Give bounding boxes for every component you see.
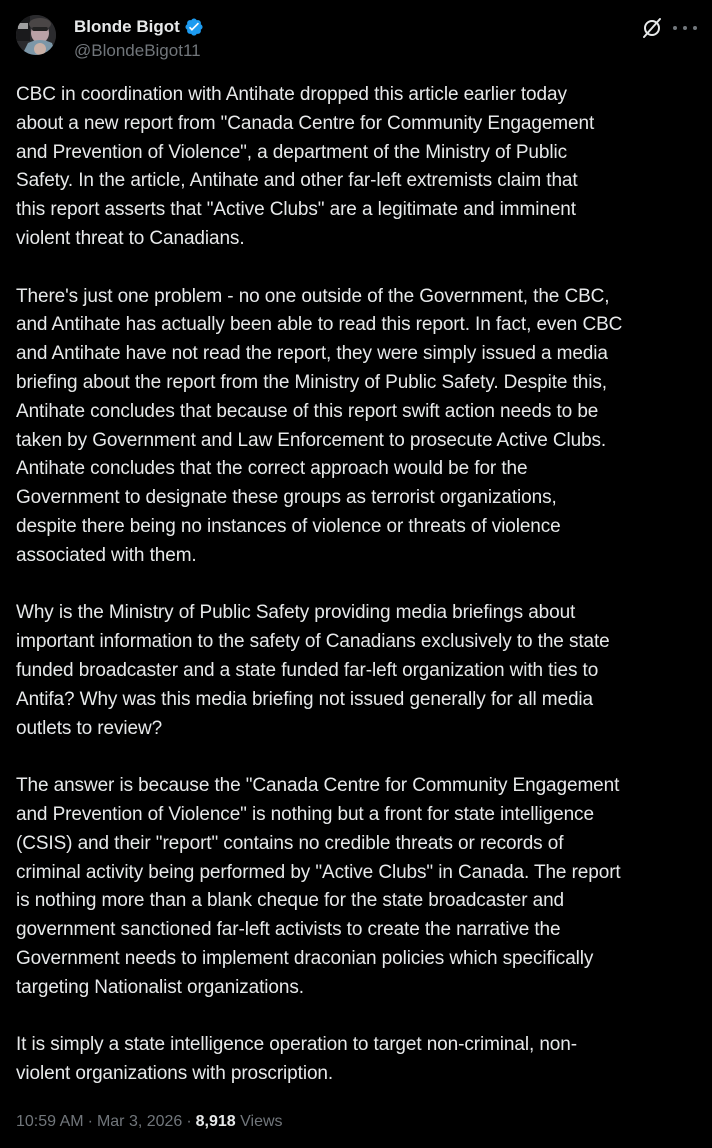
paragraph-2 — [16, 283, 706, 571]
post-body — [16, 81, 706, 1089]
text-line: about a new report from "Canada Centre for Community Engagement — [16, 112, 595, 134]
paragraph-gap — [16, 254, 706, 283]
paragraph-5 — [16, 1031, 706, 1089]
text-line: taken by Government and Law Enforcement to prosecute Active Clubs. — [16, 429, 607, 451]
text-line: outlets to review? — [16, 717, 163, 739]
views-label: Views — [240, 1113, 283, 1130]
paragraph-gap — [16, 1003, 706, 1032]
verified-badge-icon[interactable] — [184, 17, 204, 37]
post-date[interactable]: Mar 3, 2026 — [96, 1113, 183, 1130]
text-line: Antihate concludes that because of this report swift action needs to be — [16, 400, 599, 422]
post-time[interactable]: 10:59 AM — [16, 1113, 84, 1130]
text-line: The answer is because the "Canada Centre for Community Engagement — [16, 775, 620, 797]
text-line: and Prevention of Violence" is nothing but a front for state intelligence — [16, 803, 594, 825]
text-line: and Prevention of Violence", a department of the Ministry of Public — [16, 141, 568, 163]
paragraph-1 — [16, 81, 706, 254]
more-options-icon[interactable] — [673, 16, 697, 40]
name-row — [74, 15, 204, 39]
dot — [683, 26, 687, 30]
user-handle[interactable]: @BlondeBigot11 — [74, 41, 201, 60]
text-line: Government needs to implement draconian policies which specifically — [16, 947, 594, 969]
text-line: Government to designate these groups as terrorist organizations, — [16, 487, 557, 509]
text-line: violent organizations with proscription. — [16, 1063, 334, 1085]
avatar[interactable] — [16, 15, 56, 55]
paragraph-4 — [16, 772, 706, 1002]
text-line: Antifa? Why was this media briefing not issued generally for all media — [16, 688, 594, 710]
text-line: and Antihate have not read the report, they were simply issued a media — [16, 343, 608, 365]
text-line: Antihate concludes that the correct approach would be for the — [16, 458, 528, 480]
profile-photo-icon — [16, 15, 56, 55]
views-count: 8,918 — [195, 1113, 236, 1130]
post-header — [0, 0, 712, 72]
text-line: this report asserts that "Active Clubs" are a legitimate and imminent — [16, 199, 576, 221]
text-line: and Antihate has actually been able to read this report. In fact, even CBC — [16, 314, 623, 336]
text-line: important information to the safety of Canadians exclusively to the state — [16, 631, 610, 653]
text-line: government sanctioned far-left activists to create the narrative the — [16, 919, 561, 941]
text-line: funded broadcaster and a state funded far-left organization with ties to — [16, 659, 599, 681]
text-line: criminal activity being performed by "Active Clubs" in Canada. The report — [16, 861, 621, 883]
display-name[interactable]: Blonde Bigot — [74, 17, 180, 36]
text-line: despite there being no instances of violence or threats of violence — [16, 515, 561, 537]
text-line: briefing about the report from the Ministry of Public Safety. Despite this, — [16, 371, 607, 393]
text-line: Why is the Ministry of Public Safety providing media briefings about — [16, 602, 576, 624]
text-line: associated with them. — [16, 544, 197, 566]
text-line: violent threat to Canadians. — [16, 227, 245, 249]
paragraph-gap — [16, 743, 706, 772]
text-line: CBC in coordination with Antihate dropped this article earlier today — [16, 84, 567, 105]
text-line: Safety. In the article, Antihate and other far-left extremists claim that — [16, 170, 578, 192]
paragraph-3 — [16, 599, 706, 743]
text-line: It is simply a state intelligence operation to target non-criminal, non- — [16, 1034, 577, 1056]
text-line: There's just one problem - no one outside of the Government, the CBC, — [16, 285, 610, 307]
dot — [673, 26, 677, 30]
paragraph-gap — [16, 571, 706, 600]
dot — [693, 26, 697, 30]
text-line: is nothing more than a blank cheque for the state broadcaster and — [16, 890, 565, 912]
meta-separator: · — [87, 1113, 93, 1130]
post-meta — [16, 1108, 283, 1136]
grok-icon[interactable] — [640, 16, 664, 40]
text-line: targeting Nationalist organizations. — [16, 976, 304, 998]
text-line: (CSIS) and their "report" contains no credible threats or records of — [16, 832, 564, 854]
meta-separator: · — [186, 1113, 192, 1130]
